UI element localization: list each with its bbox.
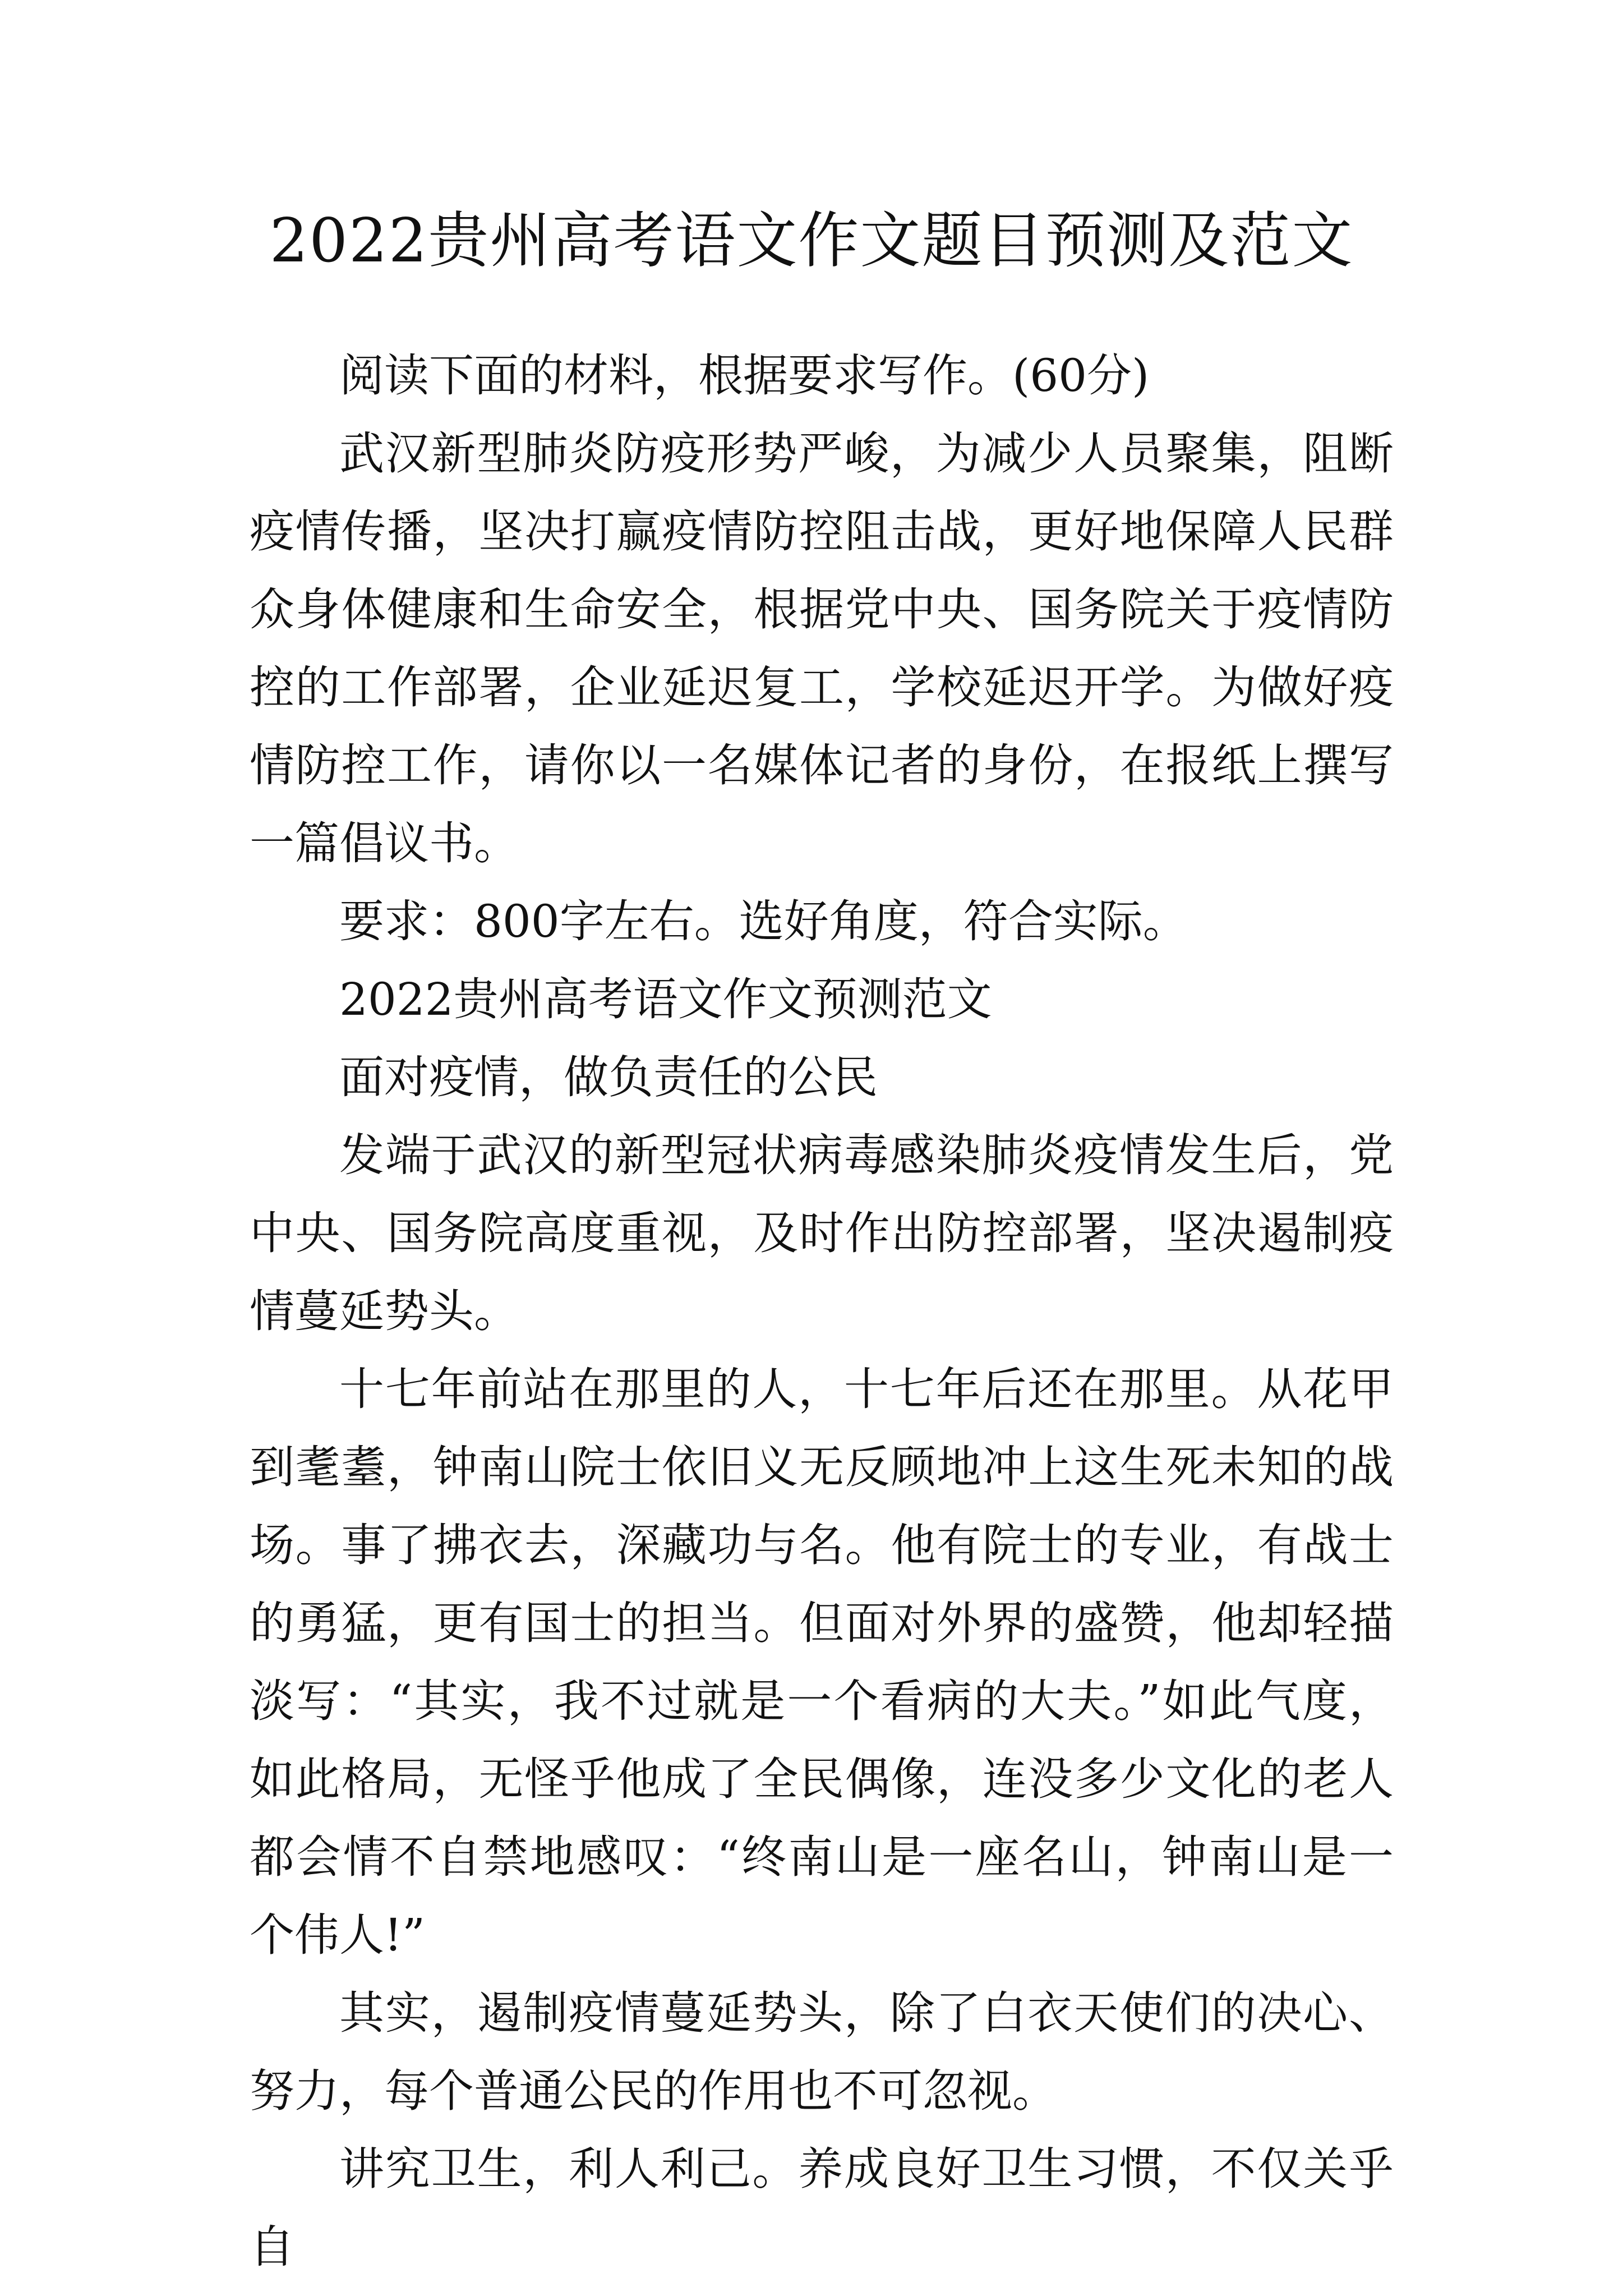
paragraph-essay-title: 面对疫情，做负责任的公民 <box>339 1051 878 1103</box>
paragraph-hygiene: 讲究卫生，利人利己。养成良好卫生习惯，不仅关乎自 <box>250 2143 1394 2273</box>
paragraph-citizen-role: 其实，遏制疫情蔓延势头，除了白衣天使们的决心、努力，每个普通公民的作用也不可忽视。 <box>250 1987 1394 2117</box>
paragraph-essay-heading: 2022贵州高考语文作文预测范文 <box>339 973 992 1025</box>
document-body <box>250 337 1394 2286</box>
paragraph-essay-intro: 发端于武汉的新型冠状病毒感染肺炎疫情发生后，党中央、国务院高度重视，及时作出防控部署，坚决遏制疫情蔓延势头。 <box>250 1129 1394 1337</box>
paragraph-instruction: 阅读下面的材料，根据要求写作。(60分) <box>339 349 1150 402</box>
paragraph-zhong-nanshan: 十七年前站在那里的人，十七年后还在那里。从花甲到耄耋，钟南山院士依旧义无反顾地冲上这生死未知的战场。事了拂衣去，深藏功与名。他有院士的专业，有战士的勇猛，更有国士的担当。但面对外界的盛赞，他却轻描淡写：“其实，我不过就是一个看病的大夫。”如此气度，如此格局，无怪乎他成了全民偶像，连没多少文化的老人都会情不自禁地感叹：“终南山是一座名山，钟南山是一个伟人!” <box>250 1363 1394 1961</box>
paragraph-requirement: 要求：800字左右。选好角度，符合实际。 <box>339 895 1188 947</box>
paragraph-material: 武汉新型肺炎防疫形势严峻，为减少人员聚集，阻断疫情传播，坚决打赢疫情防控阻击战，更好地保障人民群众身体健康和生命安全，根据党中央、国务院关于疫情防控的工作部署，企业延迟复工，学校延迟开学。为做好疫情防控工作，请你以一名媒体记者的身份，在报纸上撰写一篇倡议书。 <box>250 427 1394 869</box>
page-title: 2022贵州高考语文作文题目预测及范文 <box>269 206 1354 276</box>
